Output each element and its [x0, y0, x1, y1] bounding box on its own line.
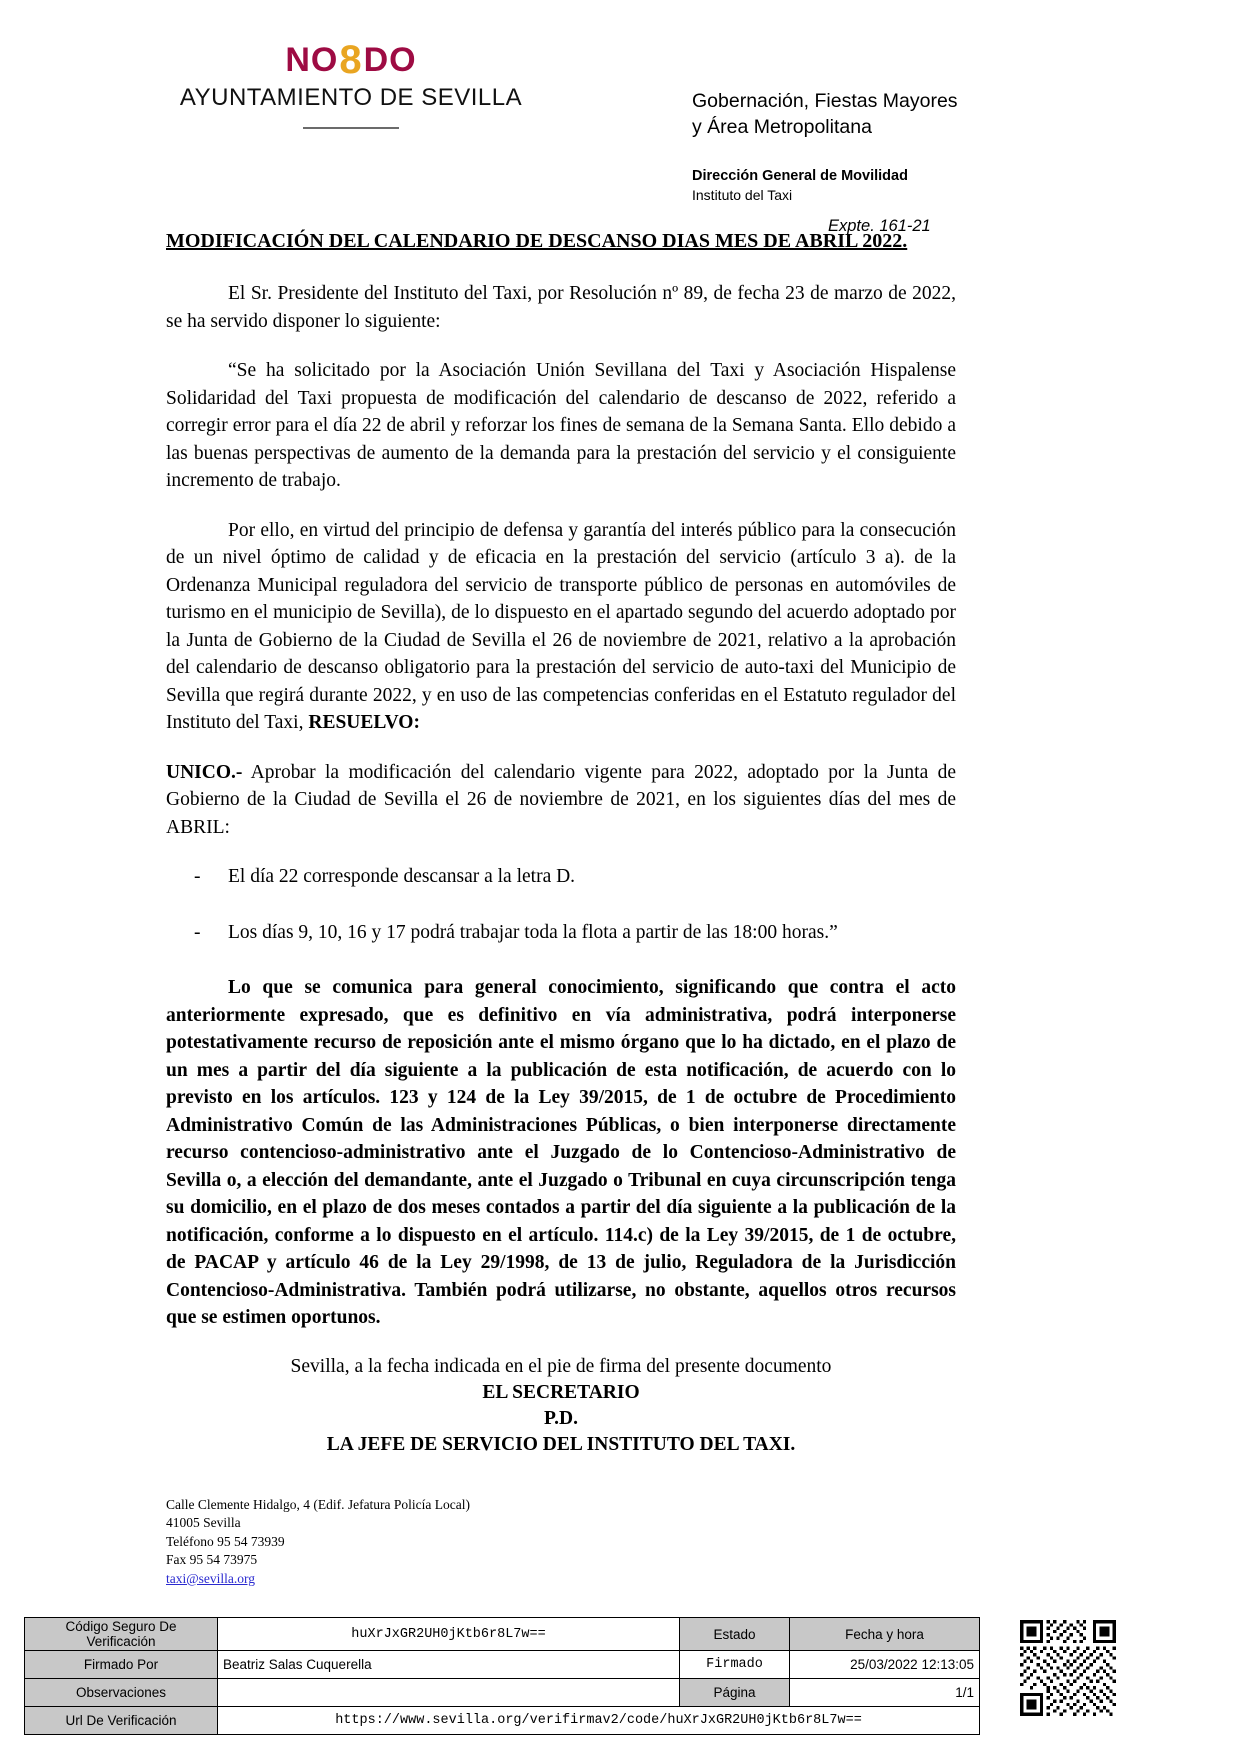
table-row [25, 1707, 980, 1735]
verif-label-estado: Estado [680, 1618, 790, 1651]
office-name: Instituto del Taxi [692, 187, 793, 203]
contact-phone: Teléfono 95 54 73939 [166, 1533, 285, 1549]
verif-label-csv: Código Seguro De Verificación [25, 1618, 218, 1651]
verif-value-estado: Firmado [680, 1651, 790, 1679]
signature-block [166, 1354, 956, 1458]
department-line-1: Gobernación, Fiestas Mayores [692, 90, 958, 112]
verification-footer [24, 1617, 1216, 1735]
nosdo-logo [176, 38, 526, 129]
verif-value-pagina: 1/1 [790, 1679, 980, 1707]
signature-role-chief: LA JEFE DE SERVICIO DEL INSTITUTO DEL TAXI. [326, 1433, 796, 1455]
nosdo-suffix: DO [363, 41, 417, 79]
resolution-list [166, 863, 956, 946]
paragraph-request: “Se ha solicitado por la Asociación Unión Sevillana del Taxi y Asociación Hispalense Solidaridad del Taxi propuesta de modificación del calendario de descanso de 2022, referido a corregir error para el día 22 de abril y reforzar los fines de semana de la Semana Santa. Ello debido a las buenas perspectivas de aumento de la demanda para la prestación del servicio y el consiguiente incremento de trabajo. [166, 360, 956, 491]
paragraph-grounds-text: Por ello, en virtud del principio de defensa y garantía del interés público para la consecución de un nivel óptimo de calidad y de eficacia en la prestación del servicio (artículo 3 a). de la Ordenanza Municipal reguladora del servicio de transporte público de personas en automóviles de turismo en el municipio de Sevilla), de lo dispuesto en el apartado segundo del acuerdo adoptado por la Junta de Gobierno de la Ciudad de Sevilla el 26 de noviembre de 2021, relativo a la aprobación del calendario de descanso obligatorio para la prestación del servicio de auto-taxi del Municipio de Sevilla que regirá durante 2022, y en uso de las competencias conferidas en el Estatuto regulador del Instituto del Taxi, [166, 519, 956, 733]
verif-label-url: Url De Verificación [25, 1707, 218, 1735]
list-item-text: El día 22 corresponde descansar a la letra D. [228, 866, 576, 887]
verif-label-pagina: Página [680, 1679, 790, 1707]
verif-value-signer: Beatriz Salas Cuquerella [218, 1651, 680, 1679]
contact-postal: 41005 Sevilla [166, 1515, 241, 1530]
department-line-2: y Área Metropolitana [692, 116, 872, 138]
document-header [0, 0, 1240, 235]
file-number: Expte. 161-21 [828, 217, 931, 235]
verif-label-firmado-por: Firmado Por [25, 1651, 218, 1679]
paragraph-appeal-notice: Lo que se comunica para general conocimiento, significando que contra el acto anteriormente expresado, que es definitivo en vía administrativa, podrá interponerse potestativamente recurso de reposición ante el mismo órgano que lo ha dictado, en el plazo de un mes a partir del día siguiente a la publicación de esta notificación, de acuerdo con lo previsto en los artículos. 123 y 124 de la Ley 39/2015, de 1 de octubre de Procedimiento Administrativo Común de las Administraciones Públicas, o bien interponerse directamente recurso contencioso-administrativo ante el Juzgado de lo Contencioso-Administrativo de Sevilla o, a elección del demandante, ante el Juzgado o Tribunal en cuya circunscripción tenga su domicilio, en el plazo de dos meses contados a partir del día siguiente a la publicación de la notificación, conforme a lo dispuesto en el artículo. 114.c) de la Ley 39/2015, de 1 de octubre, de PACAP y artículo 46 de la Ley 29/1998, de 13 de julio, Reguladora de la Jurisdicción Contencioso-Administrativa. También podrá utilizarse, no obstante, aquellos otros recursos que se estimen oportunos. [166, 977, 956, 1328]
directorate-name: Dirección General de Movilidad [692, 168, 908, 184]
paragraph-intro: El Sr. Presidente del Instituto del Taxi, por Resolución nº 89, de fecha 23 de marzo de 2022, se ha servido disponer lo siguiente: [166, 283, 956, 332]
table-row [25, 1679, 980, 1707]
document-body [166, 228, 956, 1588]
list-item [166, 863, 956, 891]
qr-code-icon [1020, 1620, 1116, 1716]
contact-footer [166, 1496, 956, 1589]
resolution-label: UNICO.- [166, 761, 243, 783]
verif-value-csv: huXrJxGR2UH0jKtb6r8L7w== [218, 1618, 680, 1651]
department-block [692, 88, 1162, 236]
list-item [166, 919, 956, 947]
paragraph-grounds [166, 517, 956, 737]
verif-value-observaciones [218, 1679, 680, 1707]
contact-fax: Fax 95 54 73975 [166, 1552, 258, 1567]
contact-address: Calle Clemente Hidalgo, 4 (Edif. Jefatura Policía Local) [166, 1496, 471, 1512]
verification-table [24, 1617, 980, 1735]
nosdo-prefix: NO [285, 41, 339, 79]
verif-value-fecha: 25/03/2022 12:13:05 [790, 1651, 980, 1679]
signature-place-date: Sevilla, a la fecha indicada en el pie de firma del presente documento [290, 1355, 832, 1377]
logo-divider [303, 127, 399, 129]
resolution-text: Aprobar la modificación del calendario vigente para 2022, adoptado por la Junta de Gobierno de la Ciudad de Sevilla el 26 de noviembre de 2021, en los siguientes días del mes de ABRIL: [166, 761, 956, 838]
resolve-keyword: RESUELVO: [308, 712, 420, 733]
verif-value-url[interactable]: https://www.sevilla.org/verifirmav2/code/huXrJxGR2UH0jKtb6r8L7w== [218, 1707, 980, 1735]
nosdo-wordmark [176, 38, 526, 80]
dash-marker: - [194, 866, 201, 887]
paragraph-resolution [166, 759, 956, 842]
signature-role-secretary: EL SECRETARIO [482, 1381, 640, 1403]
table-row [25, 1618, 980, 1651]
contact-email-link[interactable]: taxi@sevilla.org [166, 1570, 256, 1586]
table-row [25, 1651, 980, 1679]
signature-role-pd: P.D. [544, 1407, 578, 1429]
dash-marker: - [194, 921, 201, 943]
city-council-name: AYUNTAMIENTO DE SEVILLA [179, 84, 523, 111]
list-item-text: Los días 9, 10, 16 y 17 podrá trabajar toda la flota a partir de las 18:00 horas.” [228, 921, 838, 943]
page-title: MODIFICACIÓN DEL CALENDARIO DE DESCANSO DIAS MES DE ABRIL 2022. [166, 230, 908, 252]
verif-label-observaciones: Observaciones [25, 1679, 218, 1707]
madeja-icon: 8 [339, 38, 363, 82]
verif-label-fecha: Fecha y hora [790, 1618, 980, 1651]
